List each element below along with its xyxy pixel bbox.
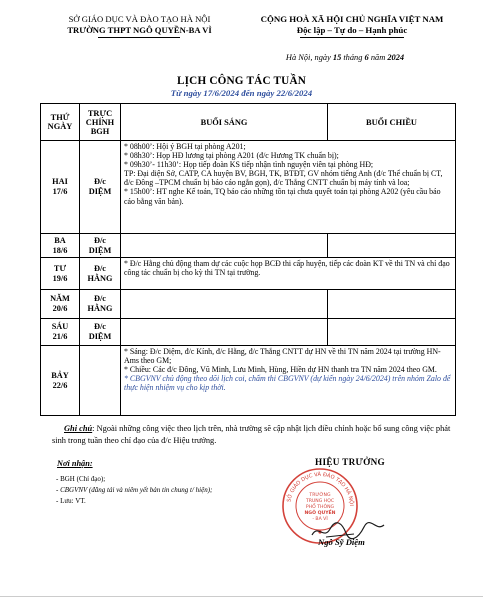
issue-date-month: 6 xyxy=(364,53,369,62)
issue-date-year: 2024 xyxy=(387,53,405,62)
recipient-item: - Lưu: VT. xyxy=(56,497,86,505)
duty-title: Đ/c xyxy=(94,322,106,331)
header-afternoon: BUỔI CHIỀU xyxy=(328,104,456,141)
note-text: : Ngoài những công việc theo lịch trên, nhà trường sẽ cập nhật lịch điều chỉnh hoặc bổ sung công việc phát sinh trong tuần theo chỉ đạo của đ/c Hiệu trưởng. xyxy=(52,424,451,445)
activity-line: * 08h30’: Họp HĐ lương tại phòng A201 (đ/c Hương TK chuẩn bị); xyxy=(124,151,339,161)
issue-date-mid2: năm xyxy=(368,53,388,62)
table-row-friday xyxy=(41,319,456,346)
day-date: 20/6 xyxy=(52,304,68,313)
svg-text:TRUNG HỌC: TRUNG HỌC xyxy=(305,499,335,504)
national-title: CỘNG HOÀ XÃ HỘI CHỦ NGHĨA VIỆT NAM xyxy=(260,14,444,24)
table-row-tuesday xyxy=(41,234,456,258)
table-row-monday xyxy=(41,141,456,234)
signer-title: HIỆU TRƯỞNG xyxy=(315,457,385,467)
table-row-saturday xyxy=(41,346,456,416)
motto-underline xyxy=(300,37,404,38)
day-cell xyxy=(41,319,80,346)
duty-person: HẰNG xyxy=(87,304,113,313)
header-day: THỨ NGÀY xyxy=(41,104,80,141)
day-cell xyxy=(41,258,80,290)
issuer-school: TRƯỜNG THPT NGÔ QUYỀN-BA VÌ xyxy=(67,25,212,35)
activity-line: * 15h00’: HT nghe Kế toán, TQ báo cáo những tồn tại chưa quyết toán tại phòng A202 (yêu cầu báo cáo bằng văn bản). xyxy=(124,187,441,206)
day-date: 17/6 xyxy=(52,187,68,196)
day-name: SÁU xyxy=(51,322,69,331)
document-date-range: Từ ngày 17/6/2024 đến ngày 22/6/2024 xyxy=(170,88,313,98)
svg-text:PHỔ THÔNG: PHỔ THÔNG xyxy=(305,505,335,510)
day-cell xyxy=(41,290,80,319)
svg-text:TRƯỜNG: TRƯỜNG xyxy=(309,493,331,498)
morning-cell xyxy=(121,319,328,346)
activity-cell xyxy=(121,141,456,234)
activity-cell xyxy=(121,258,456,290)
afternoon-cell xyxy=(328,290,456,319)
note-label: Ghi chú xyxy=(64,424,93,433)
duty-cell xyxy=(80,346,121,416)
day-cell xyxy=(41,141,80,234)
duty-title: Đ/c xyxy=(94,177,106,186)
national-motto: Độc lập – Tự do – Hạnh phúc xyxy=(296,25,408,35)
activity-line: * Sáng: Đ/c Diệm, đ/c Kính, đ/c Hằng, đ/c Thắng CNTT dự HN về thi TN năm 2024 tại trường HN-Ams theo GM; xyxy=(124,347,441,366)
duty-title: Đ/c xyxy=(94,263,106,273)
header-duty: TRỰC CHÍNH BGH xyxy=(80,104,121,141)
day-name: HAI xyxy=(52,177,68,186)
issue-date xyxy=(255,53,435,62)
afternoon-cell xyxy=(328,319,456,346)
morning-cell xyxy=(121,234,328,258)
signer-name: Ngô Sỹ Diệm xyxy=(318,537,365,547)
duty-title: Đ/c xyxy=(94,235,106,245)
table-row-wednesday xyxy=(41,258,456,290)
recipient-item: - CBGVNV (đăng tải và niêm yết bản tin chung t/ hiện); xyxy=(56,486,213,494)
issue-date-day: 15 xyxy=(332,53,342,62)
issue-date-mid: tháng xyxy=(341,53,365,62)
day-date: 22/6 xyxy=(52,380,68,390)
duty-cell xyxy=(80,234,121,258)
page-bottom-edge xyxy=(0,596,483,597)
day-date: 19/6 xyxy=(52,273,68,283)
document-title: LỊCH CÔNG TÁC TUẦN xyxy=(176,75,307,87)
svg-text:SỞ GIÁO DỤC VÀ ĐÀO TẠO HÀ NỘI: SỞ GIÁO DỤC VÀ ĐÀO TẠO HÀ NỘI xyxy=(286,471,355,507)
day-name: BA xyxy=(54,235,66,245)
header-morning: BUỔI SÁNG xyxy=(121,104,328,141)
activity-line: * 09h30’- 11h30’: Họp tiếp đoàn KS tiếp nhận tình nguyện viên tại phòng HĐ; xyxy=(124,160,374,170)
activity-line: * Chiều: Các đ/c Đông, Vũ Minh, Lưu Minh, Hùng, Hiền dự HN thanh tra TN năm 2024 theo GM. xyxy=(124,365,437,375)
duty-cell xyxy=(80,319,121,346)
issuer-department: SỞ GIÁO DỤC VÀ ĐÀO TẠO HÀ NỘI xyxy=(68,14,211,24)
afternoon-cell xyxy=(328,234,456,258)
day-name: TƯ xyxy=(53,263,67,273)
activity-line: * Đ/c Hằng chủ động tham dự các cuộc họp BCĐ thi cấp huyện, tiếp các đoàn KT về thi TN và chỉ đạo công tác chuẩn bị cho kỳ thi TN tại trường. xyxy=(124,259,450,278)
duty-person: HẰNG xyxy=(87,273,113,283)
day-date: 18/6 xyxy=(52,245,68,255)
duty-cell xyxy=(80,141,121,234)
note-paragraph xyxy=(52,423,452,446)
duty-person: DIỆM xyxy=(88,187,112,196)
duty-person: DIỆM xyxy=(88,332,112,341)
table-header-row xyxy=(41,104,456,141)
issuer-underline xyxy=(98,37,180,38)
day-date: 21/6 xyxy=(52,332,68,341)
issue-date-prefix: Hà Nội, ngày xyxy=(285,53,333,62)
day-cell xyxy=(41,234,80,258)
duty-person: DIỆM xyxy=(88,245,112,255)
svg-text:NGÔ QUYỀN: NGÔ QUYỀN xyxy=(304,511,336,516)
staff-reminder-line: * CBGVNV chủ động theo dõi lịch coi, chấm thi CBGVNV (dự kiến ngày 24/6/2024) trên nhóm Zalo để thực hiện nhiệm vụ cho kịp thời. xyxy=(124,374,451,393)
day-name: BẢY xyxy=(51,370,69,380)
activity-line: * 08h00’: Hội ý BGH tại phòng A201; xyxy=(124,142,246,151)
duty-cell xyxy=(80,258,121,290)
day-cell xyxy=(41,346,80,416)
recipient-item: - BGH (Chỉ đạo); xyxy=(56,475,106,483)
day-name: NĂM xyxy=(50,294,70,303)
activity-cell xyxy=(121,346,456,416)
svg-text:- BA VÌ: - BA VÌ xyxy=(312,517,328,522)
activity-line: TP: Đại diện Sở, CATP, CA huyện BV, BGH, TK, BTĐT, GV nhóm tiếng Anh (đ/c Thể chuẩn bị CT, đ/c Đông –TPCM chuẩn bị báo cáo ngắn gọn), đ/c Thắng CNTT chuẩn bị máy tính và loa; xyxy=(124,169,443,188)
duty-title: Đ/c xyxy=(94,294,106,303)
table-row-thursday xyxy=(41,290,456,319)
weekly-schedule-table xyxy=(40,103,456,416)
duty-cell xyxy=(80,290,121,319)
recipients-heading: Nơi nhận: xyxy=(57,459,93,468)
morning-cell xyxy=(121,290,328,319)
